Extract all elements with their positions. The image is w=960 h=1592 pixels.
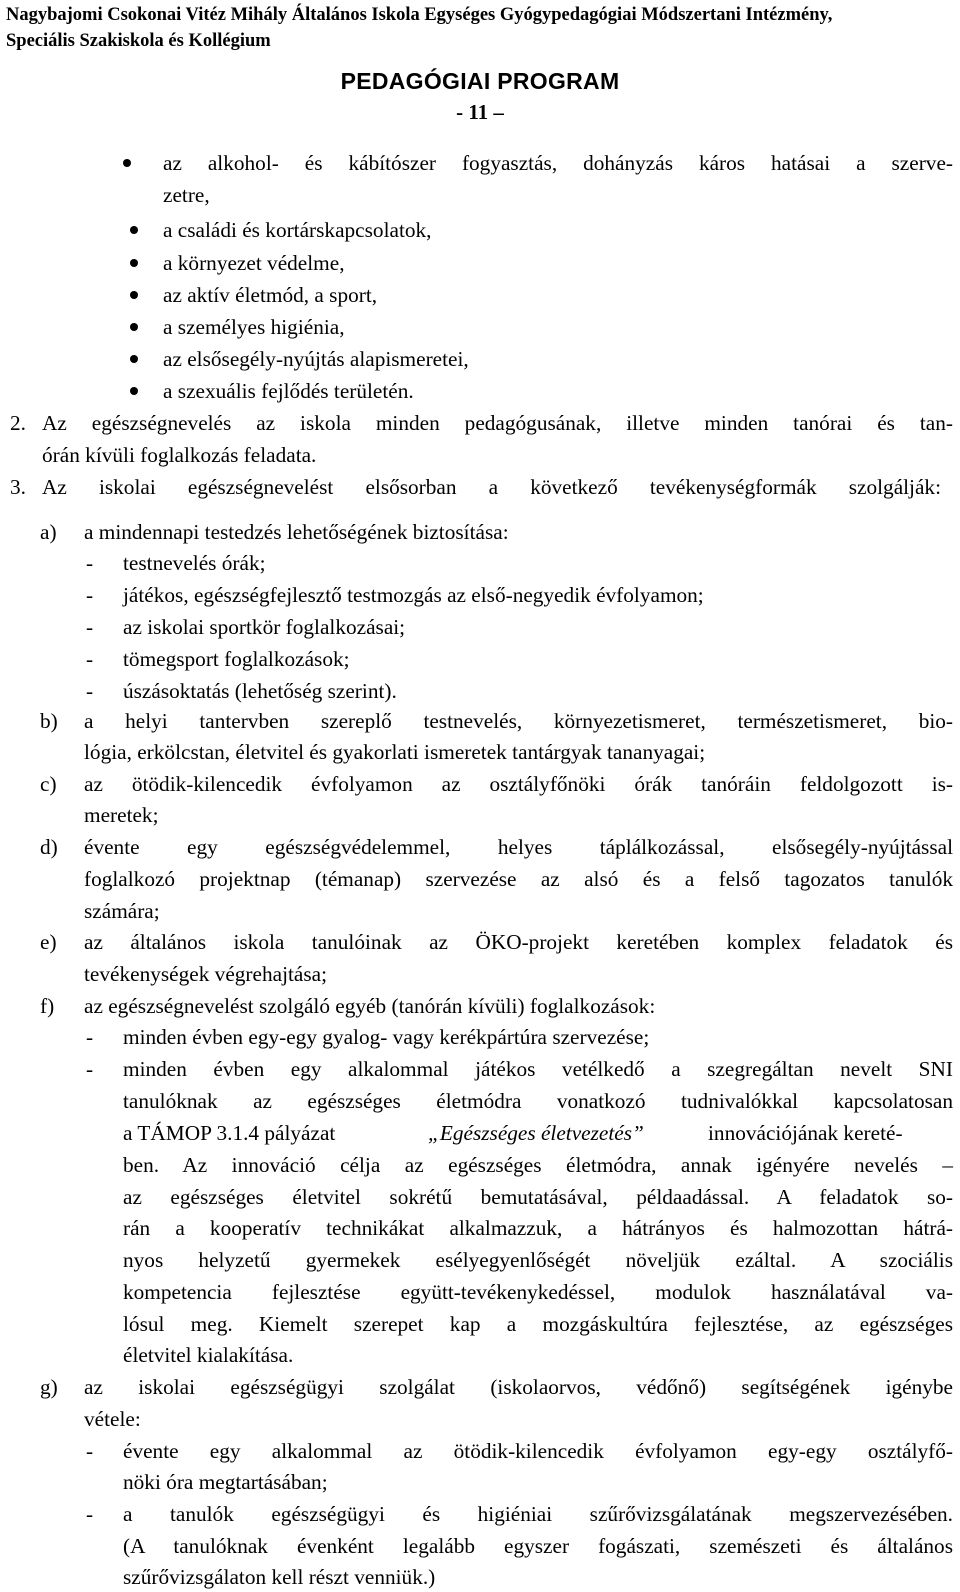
list-marker: g) — [40, 1375, 58, 1399]
list-text: az általános iskola tanulóinak az ÖKO-projekt keretében komplex feladatok és — [84, 930, 953, 954]
list-text-cont: tevékenységek végrehajtása; — [84, 962, 328, 986]
dash-item: testnevelés órák; — [123, 551, 266, 575]
dash-item: az iskolai sportkör foglalkozásai; — [123, 615, 406, 639]
dash-item: játékos, egészségfejlesztő testmozgás az első-negyedik évfolyamon; — [123, 583, 704, 607]
dash-item: minden évben egy alkalommal játékos vetélkedő a szegregáltan nevelt SNI — [123, 1057, 953, 1081]
bullet-icon — [130, 323, 138, 331]
list-text-cont: lógia, erkölcstan, életvitel és gyakorlati ismeretek tantárgyak tananyagai; — [84, 740, 706, 764]
dash-item-cont: életvitel kialakítása. — [123, 1343, 294, 1367]
bullet-icon — [130, 355, 138, 363]
dash-item-cont: ben. Az innováció célja az egészséges életmódra, annak igényére nevelés – — [123, 1153, 953, 1177]
dash-item: a tanulók egészségügyi és higiéniai szűrővizsgálatának megszervezésében. — [123, 1502, 953, 1526]
bullet-item: az alkohol- és kábítószer fogyasztás, dohányzás káros hatásai a szerve- — [163, 151, 953, 175]
dash-item-cont: nöki óra megtartásában; — [123, 1470, 328, 1494]
bullet-icon — [130, 291, 138, 299]
bullet-item: a szexuális fejlődés területén. — [163, 379, 414, 403]
list-text: évente egy egészségvédelemmel, helyes táplálkozással, elsősegély-nyújtással — [84, 835, 953, 859]
list-marker: d) — [40, 835, 58, 859]
dash-item-cont: (A tanulóknak évenként legalább egyszer fogászati, szemészeti és általános — [123, 1534, 953, 1558]
bullet-icon — [130, 259, 138, 267]
page-number: - 11 – — [456, 100, 504, 124]
dash-item-cont: az egészséges életvitel sokrétű bemutatásával, példaadással. A feladatok so- — [123, 1185, 953, 1209]
list-text-cont: foglalkozó projektnap (témanap) szervezése az alsó és a felső tagozatos tanulók — [84, 867, 953, 891]
bullet-item: a családi és kortárskapcsolatok, — [163, 218, 432, 242]
dash-item-cont: kompetencia fejlesztése együtt-tevékenykedéssel, modulok használatával va- — [123, 1280, 953, 1304]
bullet-item: a személyes higiénia, — [163, 315, 345, 339]
dash-item: minden évben egy-egy gyalog- vagy kerékpártúra szervezése; — [123, 1025, 650, 1049]
dash-marker: - — [86, 1057, 94, 1081]
dash-item-text: a TÁMOP 3.1.4 pályázat — [123, 1121, 336, 1145]
program-title: PEDAGÓGIAI PROGRAM — [340, 68, 620, 94]
list-text: az egészségnevelést szolgáló egyéb (tanórán kívüli) foglalkozások: — [84, 994, 656, 1018]
innovation-title: „Egészséges életvezetés” — [428, 1121, 644, 1145]
dash-item-text: innovációjának kereté- — [708, 1121, 903, 1145]
dash-item-cont: tanulóknak az egészséges életmódra vonatkozó tudnivalókkal kapcsolatosan — [123, 1089, 953, 1113]
item-text: Az egészségnevelés az iskola minden pedagógusának, illetve minden tanórai és tan- — [42, 411, 953, 435]
bullet-icon — [130, 226, 138, 234]
list-marker: b) — [40, 709, 58, 733]
bullet-item: az aktív életmód, a sport, — [163, 283, 378, 307]
dash-marker: - — [86, 1502, 94, 1526]
item-text-cont: órán kívüli foglalkozás feladata. — [42, 443, 317, 467]
bullet-item: az elsősegély-nyújtás alapismeretei, — [163, 347, 469, 371]
dash-item-cont: szűrővizsgálaton kell részt venniük.) — [123, 1565, 436, 1589]
dash-marker: - — [86, 679, 94, 703]
dash-item: úszásoktatás (lehetőség szerint). — [123, 679, 397, 703]
list-text-cont: meretek; — [84, 803, 159, 827]
item-number: 2. — [10, 411, 26, 435]
list-text: a mindennapi testedzés lehetőségének biztosítása: — [84, 520, 509, 544]
dash-item-cont — [123, 1118, 335, 1148]
dash-marker: - — [86, 1025, 94, 1049]
list-marker: a) — [40, 520, 57, 544]
bullet-icon — [123, 159, 131, 167]
list-marker: c) — [40, 772, 57, 796]
list-text: a helyi tantervben szereplő testnevelés, környezetismeret, természetismeret, bio- — [84, 709, 953, 733]
dash-item: évente egy alkalommal az ötödik-kilencedik évfolyamon egy-egy osztályfő- — [123, 1439, 953, 1463]
item-text: Az iskolai egészségnevelést elsősorban a következő tevékenységformák szolgálják: — [42, 475, 941, 499]
institution-name-line1: Nagybajomi Csokonai Vitéz Mihály Általános Iskola Egységes Gyógypedagógiai Módszertani Intézmény, — [6, 5, 833, 25]
dash-item-cont: lósul meg. Kiemelt szerepet kap a mozgáskultúra fejlesztése, az egészséges — [123, 1312, 953, 1336]
bullet-item: a környezet védelme, — [163, 251, 345, 275]
list-text: az iskolai egészségügyi szolgálat (iskolaorvos, védőnő) segítségének igénybe — [84, 1375, 953, 1399]
dash-item-cont: nyos helyzetű gyermekek esélyegyenlőségét növeljük ezáltal. A szociális — [123, 1248, 953, 1272]
item-number: 3. — [10, 475, 26, 499]
bullet-item-cont: zetre, — [163, 183, 210, 207]
dash-item: tömegsport foglalkozások; — [123, 647, 350, 671]
list-marker: e) — [40, 930, 57, 954]
list-text-cont: vétele: — [84, 1407, 141, 1431]
bullet-icon — [130, 387, 138, 395]
dash-marker: - — [86, 583, 94, 607]
dash-item-cont: rán a kooperatív technikákat alkalmazzuk, a hátrányos és halmozottan hátrá- — [123, 1216, 953, 1240]
institution-header — [6, 2, 956, 54]
dash-marker: - — [86, 647, 94, 671]
list-marker: f) — [40, 994, 55, 1018]
dash-marker: - — [86, 615, 94, 639]
dash-marker: - — [86, 551, 94, 575]
institution-name-line2: Speciális Szakiskola és Kollégium — [6, 31, 271, 51]
list-text-cont: számára; — [84, 899, 160, 923]
dash-marker: - — [86, 1439, 94, 1463]
list-text: az ötödik-kilencedik évfolyamon az osztályfőnöki órák tanóráin feldolgozott is- — [84, 772, 953, 796]
